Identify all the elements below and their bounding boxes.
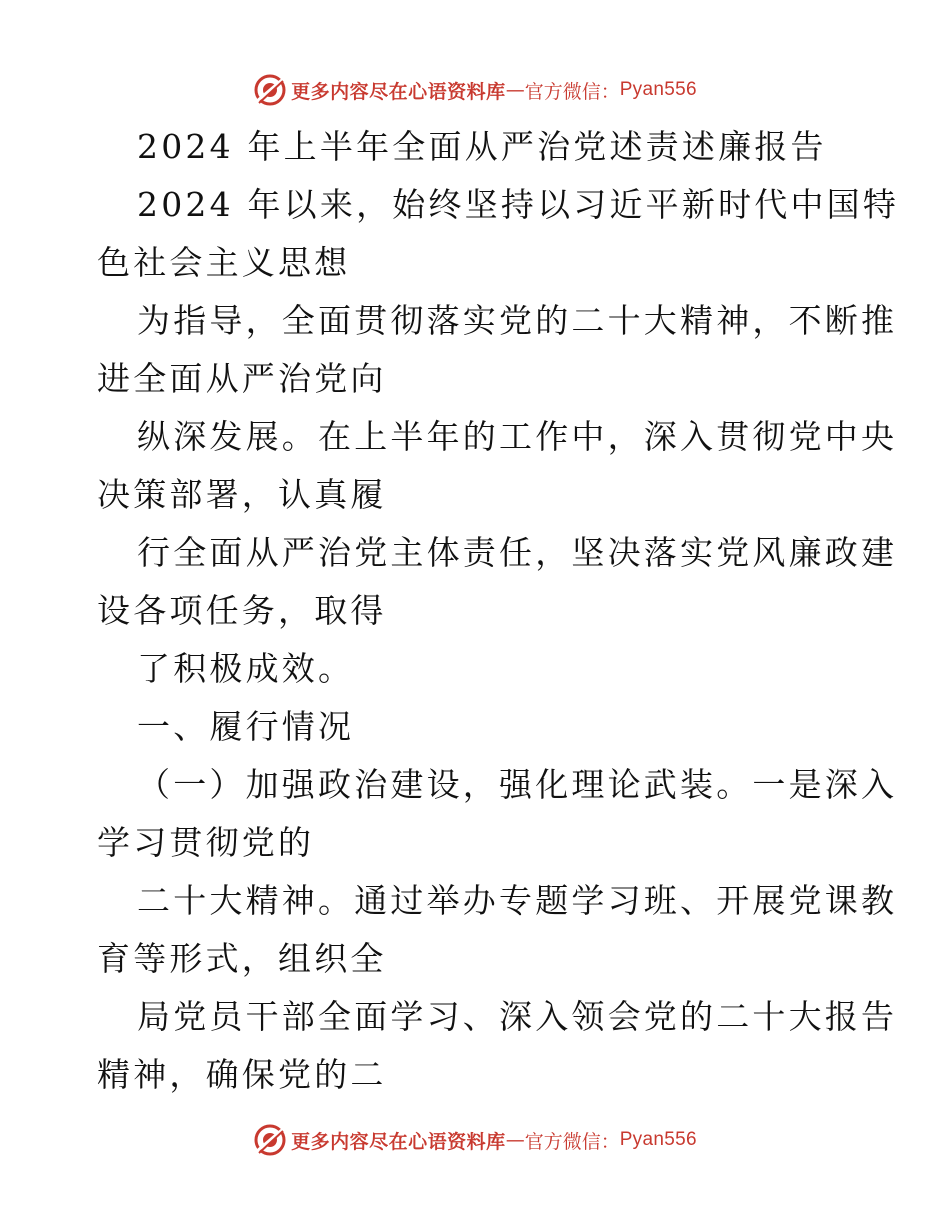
paragraph-line: 了积极成效。 <box>137 649 355 688</box>
document-title: 2024 年上半年全面从严治党述责述廉报告 <box>137 127 827 166</box>
header-watermark-banner <box>0 70 950 110</box>
paragraph-line: 二十大精神。通过举办专题学习班、开展党课教 <box>137 881 898 920</box>
section-heading: 一、履行情况 <box>137 707 355 746</box>
paragraph-line: 纵深发展。在上半年的工作中，深入贯彻党中央 <box>137 417 898 456</box>
paragraph-line: 为指导，全面贯彻落实党的二十大精神，不断推 <box>137 301 898 340</box>
paragraph-line: 精神，确保党的二 <box>97 1055 387 1094</box>
banner-wechat-id: Pyan556 <box>619 79 697 100</box>
paragraph-line: 学习贯彻党的 <box>97 823 315 862</box>
banner-dash: — <box>505 79 525 101</box>
paragraph-line: 决策部署，认真履 <box>97 475 387 514</box>
brand-logo-icon <box>253 73 287 107</box>
brand-logo-icon <box>253 1123 287 1157</box>
banner-wechat-id: Pyan556 <box>619 1129 697 1150</box>
subsection-line: （一）加强政治建设，强化理论武装。一是深入 <box>137 765 898 804</box>
paragraph-line: 2024 年以来，始终坚持以习近平新时代中国特 <box>137 185 900 224</box>
paragraph-line: 色社会主义思想 <box>97 243 351 282</box>
document-body <box>97 118 900 1104</box>
paragraph-line: 育等形式，组织全 <box>97 939 387 978</box>
banner-brand-text: 更多内容尽在心语资料库 <box>291 1130 506 1153</box>
paragraph-line: 局党员干部全面学习、深入领会党的二十大报告 <box>137 997 898 1036</box>
paragraph-line: 进全面从严治党向 <box>97 359 387 398</box>
paragraph-line: 行全面从严治党主体责任，坚决落实党风廉政建 <box>137 533 898 572</box>
footer-watermark-banner <box>0 1120 950 1160</box>
banner-wechat-label: 官方微信： <box>524 1130 620 1153</box>
banner-wechat-label: 官方微信： <box>524 80 620 103</box>
paragraph-line: 设各项任务，取得 <box>97 591 387 630</box>
banner-dash: — <box>505 1129 525 1151</box>
banner-brand-text: 更多内容尽在心语资料库 <box>291 80 506 103</box>
